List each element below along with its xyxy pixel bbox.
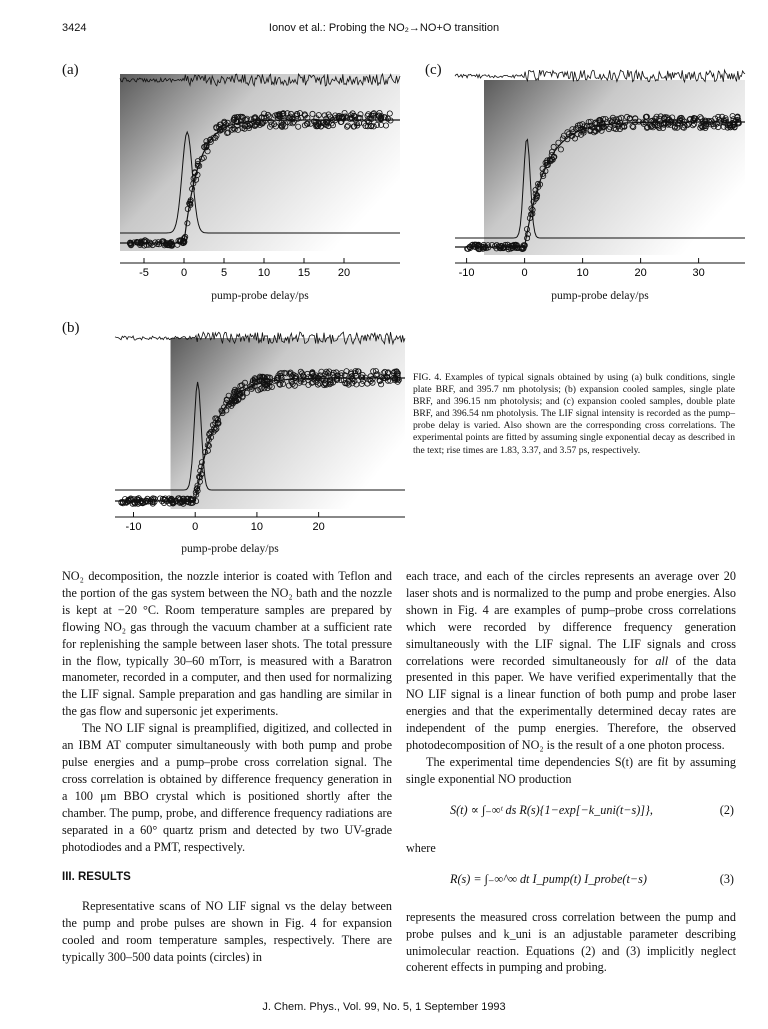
xlabel-c: pump-probe delay/ps	[551, 290, 649, 302]
paragraph: The NO LIF signal is preamplified, digitized, and collected in an IBM AT computer simultaneously with both pump and probe pulse energies and a pump–probe cross correlation signal. The cross correlation is obtained by difference frequency generation in a 100 μm BBO crystal which is positioned shortly after the chamber. The pump, probe, and difference frequency radiations are separated in a 60° quartz prism and detected by two UV-grade photodiodes and a PMT, respectively.	[62, 721, 392, 854]
paragraph: represents the measured cross correlation between the pump and probe pulses and k_uni is an adjustable parameter describing unimolecular reaction. Equations (2) and (3) implicitly neglect coherent effects in pumping and probing.	[406, 909, 736, 975]
panel-label-c: (c)	[425, 62, 442, 78]
tick-label: 0	[180, 267, 188, 279]
chart-panel-c	[450, 60, 750, 288]
chart-panel-b	[110, 318, 410, 544]
page-number: 3424	[62, 22, 87, 34]
right-column	[406, 568, 736, 976]
background-shading	[120, 74, 400, 251]
journal-footer: J. Chem. Phys., Vol. 99, No. 5, 1 September 1993	[262, 1001, 506, 1013]
panel-label-b: (b)	[62, 320, 80, 336]
paragraph: NO₂ decomposition, the nozzle interior is coated with Teflon and the portion of the gas system between the NO₂ bath and the nozzle is kept at −20 °C. Room temperature samples are prepared by flowing NO₂ gas through the vacuum chamber at a sufficient rate for replenishing the sample between laser shots. The total pressure in the flow, typically 30–60 mTorr, is measured with a Baratron manometer, recorded in a computer, and then used for normalizing the LIF signal. Sample preparation and gas handling are similar in the gas flow and supersonic jet experiments.	[62, 569, 392, 719]
tick-label: 10	[576, 267, 589, 279]
equation-2: S(t) ∝ ∫₋∞ᵗ ds R(s){1−exp[−k_uni(t−s)]}, (2)	[450, 802, 734, 817]
paragraph: where	[406, 840, 436, 855]
xlabel-a: pump-probe delay/ps	[211, 290, 309, 302]
running-title: Ionov et al.: Probing the NO₂→NO+O transition	[268, 22, 500, 34]
paragraph: each trace, and each of the circles represents an average over 20 laser shots and is normalized to the pump and probe energies. Also shown in Fig. 4 are examples of pump–probe cross correlations which were recorded by difference frequency generation simultaneously with the LIF signal. The LIF signals and cross correlations were recorded simultaneously for all of the data presented in this paper. We have verified experimentally that the NO LIF signal is a linear function of both pump and probe laser energies and that the experimentally determined decay rates are independent of the pump energies. Therefore, the observed photodecomposition of NO₂ is the result of a one photon process.	[406, 569, 737, 753]
xlabel-b: pump-probe delay/ps	[181, 543, 279, 555]
tick-label: 20	[634, 267, 647, 279]
tick-label: -5	[139, 267, 149, 279]
tick-label: 10	[257, 267, 271, 279]
paragraph: Representative scans of NO LIF signal vs the delay between the pump and probe pulses are shown in Fig. 4 for expansion cooled and room temperature samples, respectively. There are typically 300–500 data points (circles) in	[62, 899, 392, 965]
tick-label: 0	[521, 267, 528, 279]
tick-label: -10	[458, 267, 475, 279]
panel-label-a: (a)	[62, 62, 79, 78]
tick-label: 20	[337, 267, 351, 279]
section-heading: III. RESULTS	[62, 871, 131, 884]
tick-label: 5	[220, 267, 228, 279]
equation-3: R(s) = ∫₋∞^∞ dt I_pump(t) I_probe(t−s) (3)	[450, 871, 734, 886]
tick-label: 30	[692, 267, 705, 279]
left-column	[62, 568, 392, 966]
figure-caption: FIG. 4. Examples of typical signals obtained by using (a) bulk conditions, single plate BRF, and 395.7 nm photolysis; (b) expansion cooled samples, single plate BRF, and 396.15 nm photolysis; and (c) expansion cooled samples, double plate BRF, and 396.54 nm photolysis. The LIF signal intensity is recorded as the pump–probe delay is varied. Also shown are the corresponding cross correlations. The experimental points are fitted by assuming single exponential decay as described in the text; rise times are 1.83, 3.37, and 3.57 ps, respectively.	[413, 372, 735, 456]
tick-label: 20	[312, 521, 325, 533]
tick-label: -10	[125, 521, 142, 533]
paragraph: The experimental time dependencies S(t) are fit by assuming single exponential NO production	[406, 754, 736, 786]
tick-label: 15	[297, 267, 311, 279]
tick-label: 10	[250, 521, 264, 533]
chart-panel-a	[110, 60, 410, 288]
tick-label: 0	[192, 521, 199, 533]
background-shading	[484, 80, 745, 255]
